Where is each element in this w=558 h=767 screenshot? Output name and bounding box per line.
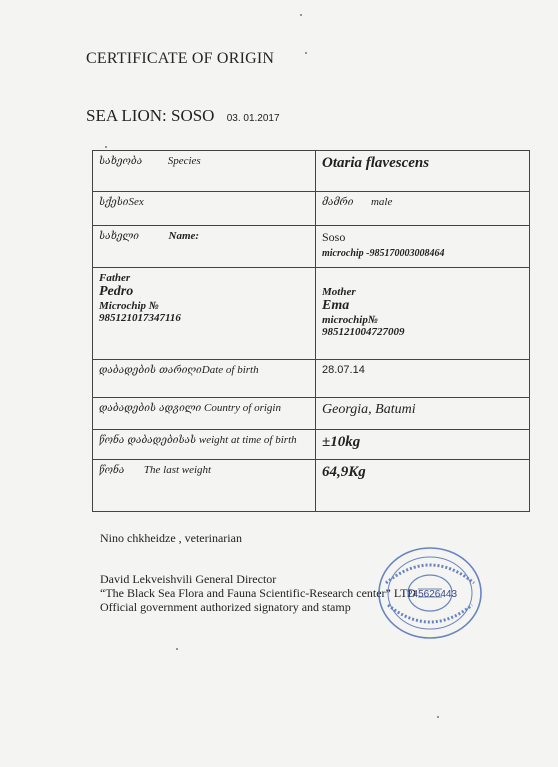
dob-label-ka: დაბადების თარიღი — [99, 365, 202, 376]
certificate-title: CERTIFICATE OF ORIGIN — [86, 50, 275, 67]
sex-value-ka: მამრი — [322, 197, 354, 208]
father-chip: 985121017347116 — [99, 312, 181, 324]
table-row-birth-weight — [93, 430, 530, 460]
sex-label-en: Sex — [128, 196, 144, 208]
father-chip-label: Microchip № — [99, 300, 159, 312]
issue-date: 03. 01.2017 — [226, 113, 280, 124]
species-label-ka: სახეობა — [99, 156, 143, 167]
mother-label: Mother — [322, 286, 356, 298]
country-value-cell — [316, 398, 530, 430]
mother-chip: 985121004727009 — [322, 326, 405, 338]
scan-speck — [176, 648, 178, 650]
last-weight-value: 64,9Kg — [322, 464, 366, 480]
name-microchip: microchip -985170003008464 — [322, 248, 445, 259]
country-value: Georgia, Batumi — [322, 402, 416, 417]
veterinarian-line: Nino chkheidze , veterinarian — [100, 531, 242, 545]
table-row-dob — [93, 360, 530, 398]
subject-name: SEA LION: SOSO — [86, 106, 215, 125]
birth-weight-label-en: weight at time of birth — [198, 434, 297, 446]
mother-chip-label: microchip№ — [322, 314, 378, 326]
table-row-name — [93, 226, 530, 268]
country-label-en: Country of origin — [203, 402, 281, 414]
table-row-sex — [93, 192, 530, 226]
dob-label-cell — [93, 360, 316, 398]
species-value: Otaria flavescens — [322, 155, 430, 171]
sex-value-cell — [316, 192, 530, 226]
director-block — [100, 572, 416, 614]
director-name: David Lekveishvili General Director — [100, 572, 277, 586]
father-label: Father — [99, 272, 131, 284]
subject-line — [86, 106, 280, 126]
father-cell — [93, 268, 316, 360]
scan-speck — [300, 14, 302, 16]
scan-speck — [437, 716, 439, 718]
name-label-cell — [93, 226, 316, 268]
scan-speck — [305, 52, 307, 54]
scan-speck — [105, 146, 107, 148]
last-weight-label-en: The last weight — [143, 464, 212, 476]
last-weight-label-ka: წონა — [99, 465, 125, 476]
name-label-ka: სახელი — [99, 231, 139, 242]
signatory-note: Official government authorized signatory and stamp — [100, 600, 351, 614]
name-value-cell — [316, 226, 530, 268]
sex-label-ka: სქესი — [99, 197, 129, 208]
species-label-cell — [93, 151, 316, 192]
certificate-table — [92, 150, 530, 512]
father-name: Pedro — [99, 284, 134, 299]
table-row-last-weight — [93, 460, 530, 512]
birth-weight-value-cell — [316, 430, 530, 460]
dob-value: 28.07.14 — [322, 364, 365, 376]
mother-name: Ema — [322, 298, 350, 313]
sex-value-en: male — [370, 196, 393, 208]
last-weight-value-cell — [316, 460, 530, 512]
species-value-cell — [316, 151, 530, 192]
birth-weight-value: ±10kg — [322, 434, 361, 450]
table-row-country — [93, 398, 530, 430]
table-row-species — [93, 151, 530, 192]
dob-label-en: Date of birth — [201, 364, 259, 376]
birth-weight-label-cell — [93, 430, 316, 460]
stamp-number: 245626443 — [407, 589, 458, 600]
organization-name: “The Black Sea Flora and Fauna Scientific-Research center” LTD — [100, 586, 417, 600]
last-weight-label-cell — [93, 460, 316, 512]
birth-weight-label-ka: წონა დაბადებისას — [99, 435, 197, 446]
country-label-cell — [93, 398, 316, 430]
species-label-en: Species — [167, 155, 201, 167]
name-value: Soso — [322, 230, 346, 244]
country-label-ka: დაბადების ადგილი — [99, 403, 202, 414]
dob-value-cell — [316, 360, 530, 398]
sex-label-cell — [93, 192, 316, 226]
table-row-parents — [93, 268, 530, 360]
name-label-en: Name: — [168, 230, 200, 242]
mother-cell — [316, 268, 530, 360]
